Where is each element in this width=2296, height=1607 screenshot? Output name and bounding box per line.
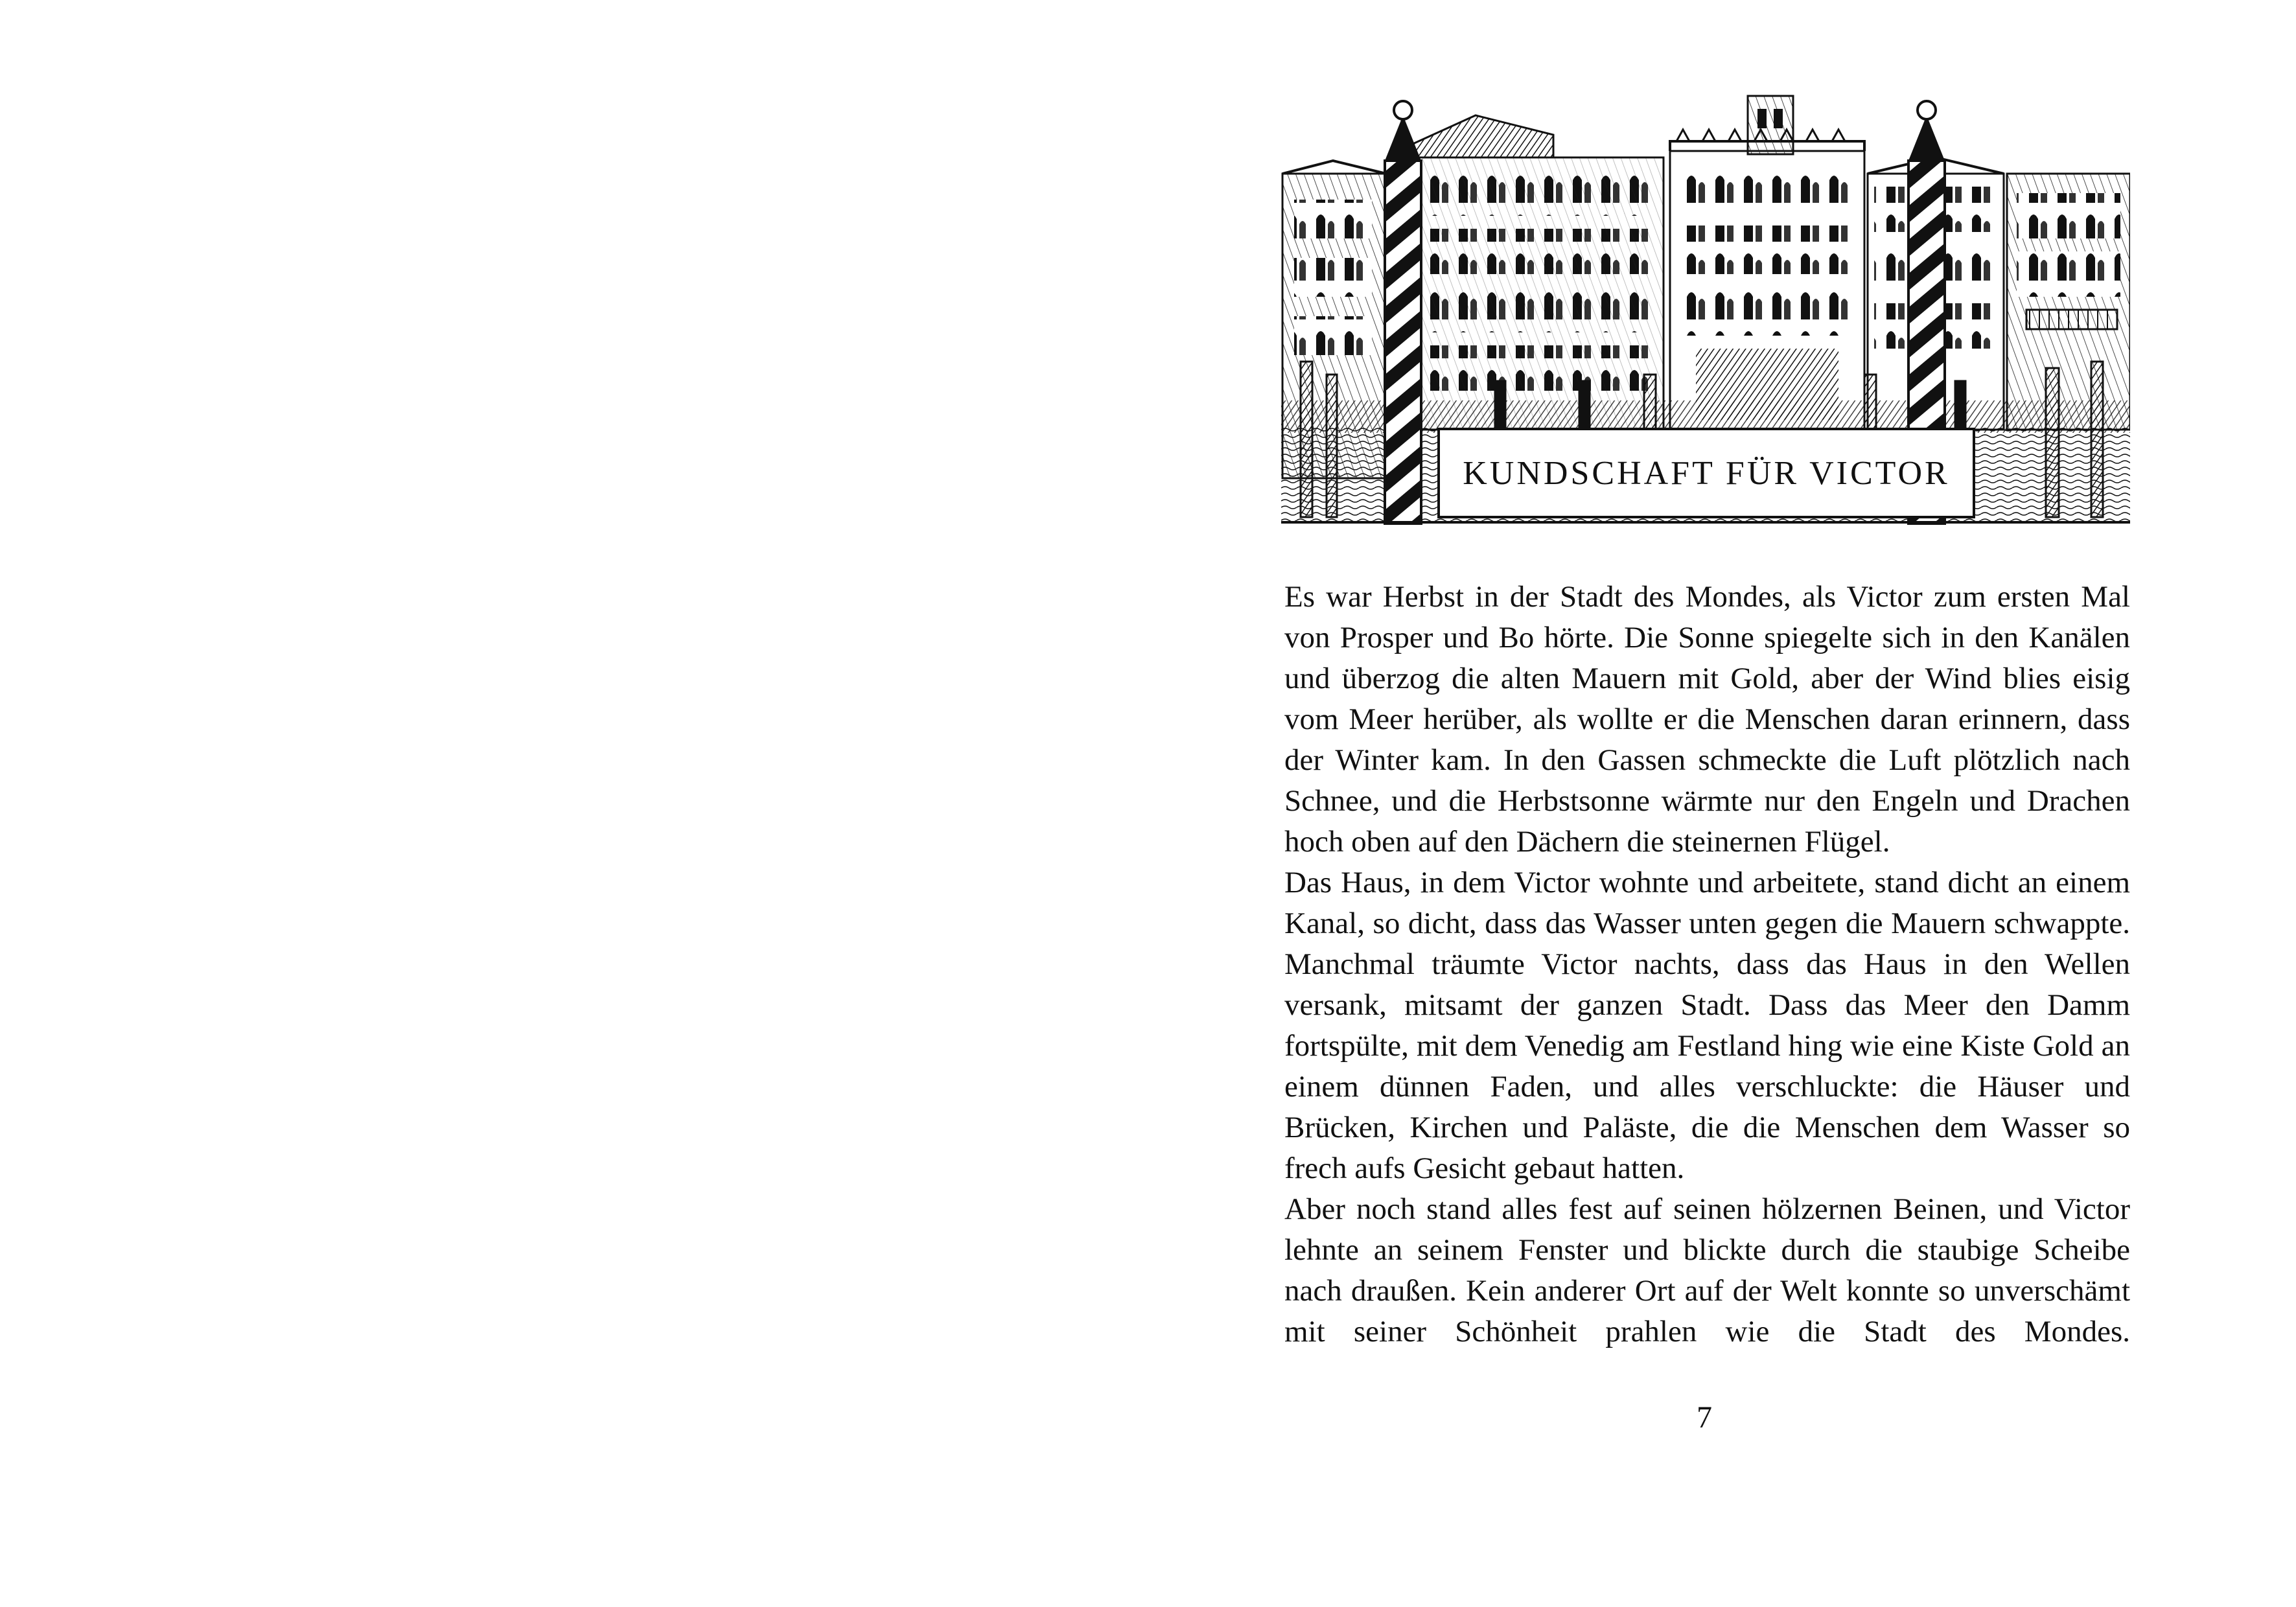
chapter-title-box	[1437, 428, 1975, 518]
page-number: 7	[1697, 1400, 1712, 1435]
chapter-body-text	[1284, 577, 2130, 1352]
chapter-title: KUNDSCHAFT FÜR VICTOR	[1463, 454, 1950, 492]
striped-pole-left	[1385, 101, 1421, 524]
paragraph: Das Haus, in dem Victor wohnte und arbeitete, stand dicht an einem Kanal, so dicht, dass das Wasser unten gegen die Mauern schwappte. Manchmal träumte Victor nachts, dass das Haus in den Wellen versank, mitsamt der ganzen Stadt. Dass das Meer den Damm fortspülte, mit dem Venedig am Festland hing wie eine Kiste Gold an einem dünnen Faden, und alles verschluckte: die Häuser und Brücken, Kirchen und Paläste, die die Menschen dem Wasser so frech aufs Gesicht gebaut hatten.	[1284, 866, 2130, 1185]
paragraph: Aber noch stand alles fest auf seinen hölzernen Beinen, und Victor lehnte an seinem Fenster und blickte durch die staubige Scheibe nach draußen. Kein anderer Ort auf der Welt konnte so unverschämt mit seiner Schönheit prahlen wie die Stadt des Mondes.	[1284, 1192, 2130, 1348]
paragraph: Es war Herbst in der Stadt des Mondes, als Victor zum ersten Mal von Prosper und Bo hörte. Die Sonne spiegelte sich in den Kanälen und überzog die alten Mauern mit Gold, aber der Wind blies eisig vom Meer herüber, als wollte er die Menschen daran erinnern, dass der Winter kam. In den Gassen schmeckte die Luft plötzlich nach Schnee, und die Herbstsonne wärmte nur den Engeln und Drachen hoch oben auf den Dächern die steinernen Flügel.	[1284, 580, 2130, 859]
